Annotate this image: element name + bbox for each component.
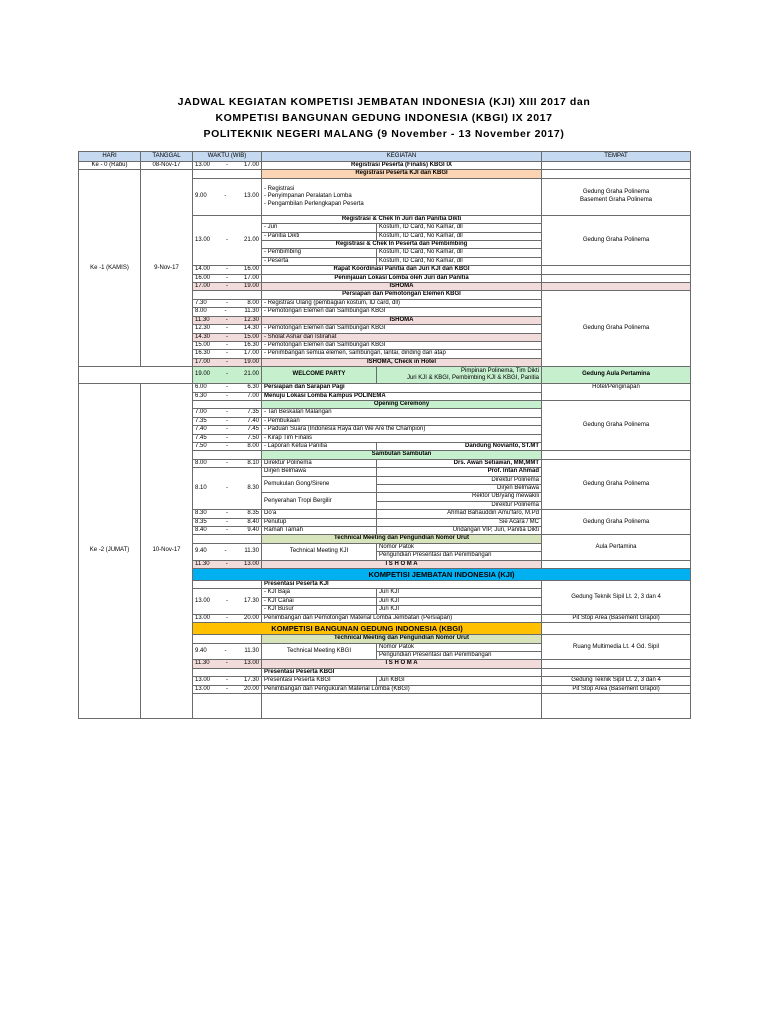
time-end: 8.00 bbox=[247, 442, 259, 449]
list-item: - Registrasi bbox=[264, 185, 295, 192]
kegiatan: Presentasi Peserta KBGI bbox=[262, 677, 377, 685]
day2-kbgi-tm-tempat: Ruang Multimedia Lt. 4 Gd. Sipil bbox=[542, 635, 691, 660]
time-start: 11.30 bbox=[195, 660, 210, 667]
title-line-1: JADWAL KEGIATAN KOMPETISI JEMBATAN INDONESIA (KJI) XIII 2017 dan bbox=[177, 96, 591, 108]
kegiatan: - Pemotongan Elemen dan Sambungan KBGI bbox=[262, 325, 542, 333]
time-start: 7.00 bbox=[195, 409, 207, 416]
waktu: 11.30 - 13.00 bbox=[193, 560, 262, 568]
kegiatan: - Pembukaan bbox=[262, 417, 542, 425]
list-item: - KJI Canai bbox=[262, 597, 377, 605]
time-end: 17.30 bbox=[243, 677, 259, 684]
blank-cell bbox=[542, 693, 691, 718]
time-end: 21.00 bbox=[243, 371, 259, 378]
blank-cell bbox=[193, 693, 262, 718]
table-row bbox=[79, 384, 691, 392]
waktu: 8.00 - 11.30 bbox=[193, 308, 262, 316]
tempat-line: Gedung Graha Polinema bbox=[582, 189, 650, 196]
time-end: 7.50 bbox=[247, 434, 259, 441]
blank-cell bbox=[193, 291, 262, 299]
time-end: 19.00 bbox=[243, 358, 259, 365]
day1-juri-waktu: 13.00 - 21.00 bbox=[193, 215, 262, 265]
waktu: 11.30 - 12.30 bbox=[193, 316, 262, 324]
speaker: Direktur Polinema bbox=[377, 501, 542, 509]
header-kegiatan: KEGIATAN bbox=[262, 152, 542, 162]
day2-tanggal: 10-Nov-17 bbox=[141, 384, 193, 719]
waktu: 13.00 - 17.30 bbox=[193, 589, 262, 614]
time-start: 9.40 bbox=[195, 647, 207, 654]
kegiatan: - Tari Beskalan Malangan bbox=[262, 409, 542, 417]
day2-kji-tempat: Gedung Teknik Sipil Lt. 2, 3 dan 4 bbox=[542, 581, 691, 615]
day2-tm-tempat: Aula Pertamina bbox=[542, 535, 691, 560]
blank-cell bbox=[542, 451, 691, 459]
time-start: 13.00 bbox=[195, 236, 211, 243]
waktu: 8.35 - 8.40 bbox=[193, 518, 262, 526]
time-end: 13.00 bbox=[243, 660, 259, 667]
day0-waktu bbox=[193, 162, 262, 170]
note: Juri KJI bbox=[377, 589, 542, 597]
day1-hari: Ke -1 (KAMIS) bbox=[79, 170, 141, 367]
speaker: Dirjen Belmawa bbox=[377, 485, 542, 493]
list-item: - KJI Baja bbox=[262, 589, 377, 597]
day2-kbgi-tm-header: Technical Meeting dan Pengundian Nomor Urut bbox=[262, 635, 542, 643]
waktu: 15.00 - 16.30 bbox=[193, 341, 262, 349]
day1-tanggal: 9-Nov-17 bbox=[141, 170, 193, 367]
list-item: - Panitia Dikti bbox=[262, 232, 377, 240]
blank-cell bbox=[542, 623, 691, 635]
day0-hari: Ke - 0 (Rabu) bbox=[79, 162, 141, 170]
waktu: 19.00 - 21.00 bbox=[193, 367, 262, 384]
day2-kji-pres: Presentasi Peserta KJI bbox=[262, 581, 542, 589]
time-end: 8.10 bbox=[247, 459, 259, 466]
time-end: 19.00 bbox=[243, 283, 259, 290]
kegiatan: - Kirap Tim Finalis bbox=[262, 434, 542, 442]
day2-menuju: Menuju Lokasi Lomba Kampus POLINEMA bbox=[262, 392, 542, 400]
time-start: 9.40 bbox=[195, 548, 207, 555]
day1-tempat-mid: Gedung Graha Polinema bbox=[542, 215, 691, 265]
day1-tinjau: Peninjauan Lokasi Lomba oleh Juri dan Panitia bbox=[262, 274, 542, 282]
title-line-3: POLITEKNIK NEGERI MALANG (9 November - 13 November 2017) bbox=[203, 128, 565, 140]
speaker: Direktur Polinema bbox=[377, 476, 542, 484]
waktu: 11.30 - 13.00 bbox=[193, 660, 262, 668]
waktu: 13.00 - 20.00 bbox=[193, 614, 262, 622]
header-tanggal: TANGGAL bbox=[141, 152, 193, 162]
kegiatan: Penutup bbox=[262, 518, 377, 526]
waktu: 8.00 - 8.10 bbox=[193, 459, 262, 467]
kegiatan: - Pemotongan Elemen dan Sambungan KBGI bbox=[262, 308, 542, 316]
time-start: 16.00 bbox=[195, 274, 211, 281]
day2-opening: Opening Ceremony bbox=[262, 400, 542, 408]
time-end: 21.00 bbox=[243, 236, 259, 243]
blank-cell bbox=[193, 170, 262, 178]
day1-pemb-header: Registrasi & Chek In Peserta dan Pembimbing bbox=[262, 241, 542, 249]
header-row bbox=[79, 152, 691, 162]
time-end: 20.00 bbox=[243, 614, 259, 621]
time-start: 17.00 bbox=[195, 358, 211, 365]
time-start: 11.30 bbox=[195, 316, 210, 323]
time-start: 14.00 bbox=[195, 266, 211, 273]
day0-tanggal: 08-Nov-17 bbox=[141, 162, 193, 170]
day2-kbgi-ishoma: I S H O M A bbox=[262, 660, 542, 668]
time-start: 15.00 bbox=[195, 341, 211, 348]
kegiatan: ISHOMA, Check in Hotel bbox=[262, 358, 542, 366]
day1-reg-items bbox=[262, 178, 542, 215]
time-end: 11.30 bbox=[244, 548, 259, 555]
time-start: 8.00 bbox=[195, 459, 207, 466]
waktu: 12.30 - 14.30 bbox=[193, 325, 262, 333]
blank-cell bbox=[193, 400, 262, 408]
blank-cell bbox=[542, 668, 691, 676]
time-start: 8.30 bbox=[195, 510, 207, 517]
time-end: 8.30 bbox=[247, 485, 259, 491]
day1-wp-tempat: Gedung Aula Pertamina bbox=[542, 367, 691, 384]
blank-cell bbox=[262, 693, 542, 718]
waktu: 13.00 - 17.30 bbox=[193, 677, 262, 685]
tempat: Pit Stop Area (Basement Grapol) bbox=[542, 614, 691, 622]
kegiatan: Technical Meeting KJI bbox=[262, 543, 377, 560]
time-end: 11.30 bbox=[244, 647, 259, 654]
note: Juri KJI & KBGI, Pembimbing KJI & KBGI, Panitia bbox=[406, 375, 540, 382]
waktu: 17.00 - 19.00 bbox=[193, 283, 262, 291]
day0-tempat bbox=[542, 162, 691, 170]
waktu: 17.00 - 19.00 bbox=[193, 358, 262, 366]
time-start: 8.00 bbox=[195, 308, 207, 315]
waktu: 14.30 - 15.00 bbox=[193, 333, 262, 341]
note: Nomor Patok bbox=[377, 643, 542, 651]
list-item: - Peserta bbox=[262, 257, 377, 265]
time-start: 19.00 bbox=[195, 371, 211, 378]
header-hari: HARI bbox=[79, 152, 141, 162]
time-start: 7.35 bbox=[195, 417, 207, 424]
time-start: 13.00 bbox=[195, 597, 211, 604]
kegiatan: Ramah Tamah bbox=[262, 527, 377, 535]
blank-cell bbox=[193, 581, 262, 589]
day1-welcome-party: WELCOME PARTY bbox=[262, 367, 377, 384]
tempat: Pit Stop Area (Basement Grapol) bbox=[542, 685, 691, 693]
list-item: - Pembimbing bbox=[262, 249, 377, 257]
note: Kostum, ID Card, No Kamar, dll bbox=[377, 224, 542, 232]
kegiatan: - Laporan Ketua Panitia bbox=[262, 442, 377, 450]
speaker: Rektor UB/yang mewakili bbox=[377, 493, 542, 501]
day1-persiapan-tempat: Gedung Graha Polinema bbox=[542, 291, 691, 367]
waktu: 8.30 - 8.35 bbox=[193, 510, 262, 518]
time-end: 17.00 bbox=[243, 350, 259, 357]
header-waktu: WAKTU (WIB) bbox=[193, 152, 262, 162]
waktu: 7.45 - 7.50 bbox=[193, 434, 262, 442]
blank-cell bbox=[542, 283, 691, 291]
kegiatan: Penimbangan dan Pengukuran Material Lomba (KBGI) bbox=[262, 685, 542, 693]
speaker: Prof. Intan Ahmad bbox=[377, 468, 542, 476]
time-end: 9.40 bbox=[247, 527, 259, 534]
day1-reg-tempat bbox=[542, 178, 691, 215]
time-start: 13.00 bbox=[195, 614, 211, 621]
kegiatan: - Sholat Ashar dan Istirahat bbox=[262, 333, 542, 341]
time-start: 7.30 bbox=[195, 299, 207, 306]
blank-cell bbox=[193, 635, 262, 643]
time-start: 6.00 bbox=[195, 384, 207, 391]
blank-cell bbox=[542, 660, 691, 668]
time-end: 7.35 bbox=[247, 409, 259, 416]
waktu: 9.40 - 11.30 bbox=[193, 543, 262, 560]
waktu: 16.00 - 17.00 bbox=[193, 274, 262, 282]
kegiatan: Penyerahan Tropi Bergilir bbox=[262, 493, 377, 510]
kegiatan: - Paduan Suara (Indonesia Raya dan We Are the Champion) bbox=[262, 426, 542, 434]
time-end: 15.00 bbox=[243, 333, 259, 340]
blank-cell bbox=[193, 535, 262, 543]
waktu: 14.00 - 16.00 bbox=[193, 266, 262, 274]
time-start: 9.00 bbox=[195, 193, 207, 200]
time-start: 13.00 bbox=[195, 162, 211, 168]
time-end: 8.40 bbox=[247, 518, 259, 525]
day2-sambutan-tempat: Gedung Graha Polinema bbox=[542, 459, 691, 509]
day2-sambutan: Sambutan Sambutan bbox=[262, 451, 542, 459]
table-row bbox=[79, 367, 691, 384]
day2-doa-tempat: Gedung Graha Polinema bbox=[542, 510, 691, 535]
time-start: 6.30 bbox=[195, 392, 207, 399]
day2-opening-tempat: Gedung Graha Polinema bbox=[542, 400, 691, 450]
waktu: 7.50 - 8.00 bbox=[193, 442, 262, 450]
tempat-line: Basement Graha Polinema bbox=[579, 196, 653, 203]
day2-tm-header: Technical Meeting dan Pengundian Nomor Urut bbox=[262, 535, 542, 543]
kegiatan: Dirjen Belmawa bbox=[262, 468, 377, 476]
time-start: 8.35 bbox=[195, 518, 207, 525]
speaker: Undangan VIP, Juri, Panitia Dikti bbox=[377, 527, 542, 535]
list-item: - Penyimpanan Peralatan Lomba bbox=[264, 193, 352, 200]
kegiatan: ISHOMA bbox=[262, 316, 542, 324]
blank-cell bbox=[542, 274, 691, 282]
time-start: 12.30 bbox=[195, 325, 211, 332]
time-end: 6.30 bbox=[247, 384, 259, 391]
waktu: 7.00 - 7.35 bbox=[193, 409, 262, 417]
kegiatan: Technical Meeting KBGI bbox=[262, 643, 377, 660]
time-end: 14.30 bbox=[243, 325, 259, 332]
header-tempat: TEMPAT bbox=[542, 152, 691, 162]
table-row bbox=[79, 162, 691, 170]
waktu: 7.35 - 7.40 bbox=[193, 417, 262, 425]
time-end: 13.00 bbox=[243, 193, 259, 200]
time-start: 7.40 bbox=[195, 426, 207, 433]
time-end: 17.00 bbox=[243, 162, 259, 168]
kegiatan: - Registrasi Ulang (pembagian kostum, ID card, dll) bbox=[262, 299, 542, 307]
day1-reg-header: Registrasi Peserta KJI dan KBGI bbox=[262, 170, 542, 178]
time-start: 11.30 bbox=[195, 560, 210, 567]
time-end: 7.45 bbox=[247, 426, 259, 433]
list-item: - Pengambilan Perlengkapan Peserta bbox=[264, 200, 364, 207]
note: Kostum, ID Card, No Kamar, dll bbox=[377, 249, 542, 257]
note: Pimpinan Polinema, Tim Dikti bbox=[460, 367, 540, 374]
time-end: 12.30 bbox=[243, 316, 259, 323]
speaker: Drs. Awan Setiawan, MM,MMT bbox=[377, 459, 542, 467]
blank-cell bbox=[542, 560, 691, 568]
blank-cell bbox=[193, 451, 262, 459]
time-end: 17.00 bbox=[243, 274, 259, 281]
day2-sarapan: Persiapan dan Sarapan Pagi bbox=[262, 384, 542, 392]
time-start: 8.40 bbox=[195, 527, 207, 534]
time-end: 8.35 bbox=[247, 510, 259, 517]
table-row bbox=[79, 170, 691, 178]
title-line-2: KOMPETISI BANGUNAN GEDUNG INDONESIA (KBGI) IX 2017 bbox=[215, 112, 553, 124]
note: Kostum, ID Card, No Kamar, dll bbox=[377, 257, 542, 265]
time-end: 7.00 bbox=[247, 392, 259, 399]
note: Pengundian Presentasi dan Penimbangan bbox=[377, 552, 542, 560]
waktu: 8.40 - 9.40 bbox=[193, 527, 262, 535]
blank-cell bbox=[542, 170, 691, 178]
time-start: 17.00 bbox=[195, 283, 211, 290]
time-end: 20.00 bbox=[243, 685, 259, 692]
list-item: - Juri bbox=[262, 224, 377, 232]
day2-ishoma: I S H O M A bbox=[262, 560, 542, 568]
day1-wp-notes bbox=[377, 367, 542, 384]
speaker: Ahmad Bahauddin Amu'faro, M.Pd bbox=[377, 510, 542, 518]
day2-hotel: Hotel/Penginapan bbox=[542, 384, 691, 401]
kegiatan: - Pemotongan Elemen dan Sambungan KBGI bbox=[262, 341, 542, 349]
note: Pengundian Presentasi dan Penimbangan bbox=[377, 651, 542, 659]
day2-kbgi-header: KOMPETISI BANGUNAN GEDUNG INDONESIA (KBGI) bbox=[193, 623, 542, 635]
day1-juri-header: Registrasi & Chek In Juri dan Panitia Dikti bbox=[262, 215, 542, 223]
day2-kji-header: KOMPETISI JEMBATAN INDONESIA (KJI) bbox=[193, 569, 691, 581]
waktu: 9.40 - 11.30 bbox=[193, 643, 262, 660]
list-item: - KJI Busur bbox=[262, 606, 377, 614]
time-start: 13.00 bbox=[195, 677, 211, 684]
time-start: 16.30 bbox=[195, 350, 211, 357]
time-end: 11.30 bbox=[244, 308, 259, 315]
tempat: Gedung Teknik Sipil Lt. 2, 3 dan 4 bbox=[542, 677, 691, 685]
blank-cell bbox=[193, 668, 262, 676]
day1-reg-waktu: 9.00 - 13.00 bbox=[193, 178, 262, 215]
waktu: 8.10 - 8.30 bbox=[193, 468, 262, 510]
kegiatan: Pemukulan Gong/Sirene bbox=[262, 476, 377, 493]
time-start: 8.10 bbox=[195, 485, 207, 491]
kegiatan: Direktur Polinema bbox=[262, 459, 377, 467]
day1-ishoma: ISHOMA bbox=[262, 283, 542, 291]
day2-laporan-by: Dandung Novianto, ST.MT bbox=[377, 442, 542, 450]
note: Kostum, ID Card, No Kamar, dll bbox=[377, 232, 542, 240]
kegiatan: Do'a bbox=[262, 510, 377, 518]
kegiatan: - Penimbangan semua elemen, sambungan, lantai, dinding dan atap bbox=[262, 350, 542, 358]
schedule-table bbox=[78, 151, 691, 719]
note: Juri KJI bbox=[377, 597, 542, 605]
time-start: 7.50 bbox=[195, 442, 207, 449]
waktu: 7.30 - 8.00 bbox=[193, 299, 262, 307]
waktu: 6.30 - 7.00 bbox=[193, 392, 262, 400]
waktu: 13.00 - 20.00 bbox=[193, 685, 262, 693]
time-start: 13.00 bbox=[195, 685, 211, 692]
note: Juri KJI bbox=[377, 606, 542, 614]
blank-cell bbox=[542, 266, 691, 274]
time-end: 16.30 bbox=[243, 341, 259, 348]
time-end: 13.00 bbox=[243, 560, 259, 567]
time-start: 7.45 bbox=[195, 434, 207, 441]
waktu: 6.00 - 6.30 bbox=[193, 384, 262, 392]
day2-hari: Ke -2 (JUMAT) bbox=[79, 384, 141, 719]
note: Juri KBGI bbox=[377, 677, 542, 685]
time-end: 17.30 bbox=[243, 597, 259, 604]
time-dash: - bbox=[226, 162, 228, 168]
day2-kbgi-pres-header: Presentasi Peserta KBGI bbox=[262, 668, 542, 676]
blank-cell bbox=[79, 367, 193, 384]
day0-kegiatan: Registrasi Peserta (Finalis) KBGI IX bbox=[262, 162, 542, 170]
note: Nomor Patok bbox=[377, 543, 542, 551]
speaker: Sie Acara / MC bbox=[377, 518, 542, 526]
time-end: 8.00 bbox=[247, 299, 259, 306]
time-start: 14.30 bbox=[195, 333, 211, 340]
waktu: 7.40 - 7.45 bbox=[193, 426, 262, 434]
time-end: 7.40 bbox=[247, 417, 259, 424]
waktu: 16.30 - 17.00 bbox=[193, 350, 262, 358]
time-end: 16.00 bbox=[243, 266, 259, 273]
day1-persiapan-header: Persiapan dan Pemotongan Elemen KBGI bbox=[262, 291, 542, 299]
day1-rapat: Rapat Koordinasi Panitia dan Juri KJI dan KBGI bbox=[262, 266, 542, 274]
kegiatan: Penimbangan dan Pemotongan Material Lomba Jembatan (Persiapan) bbox=[262, 614, 542, 622]
